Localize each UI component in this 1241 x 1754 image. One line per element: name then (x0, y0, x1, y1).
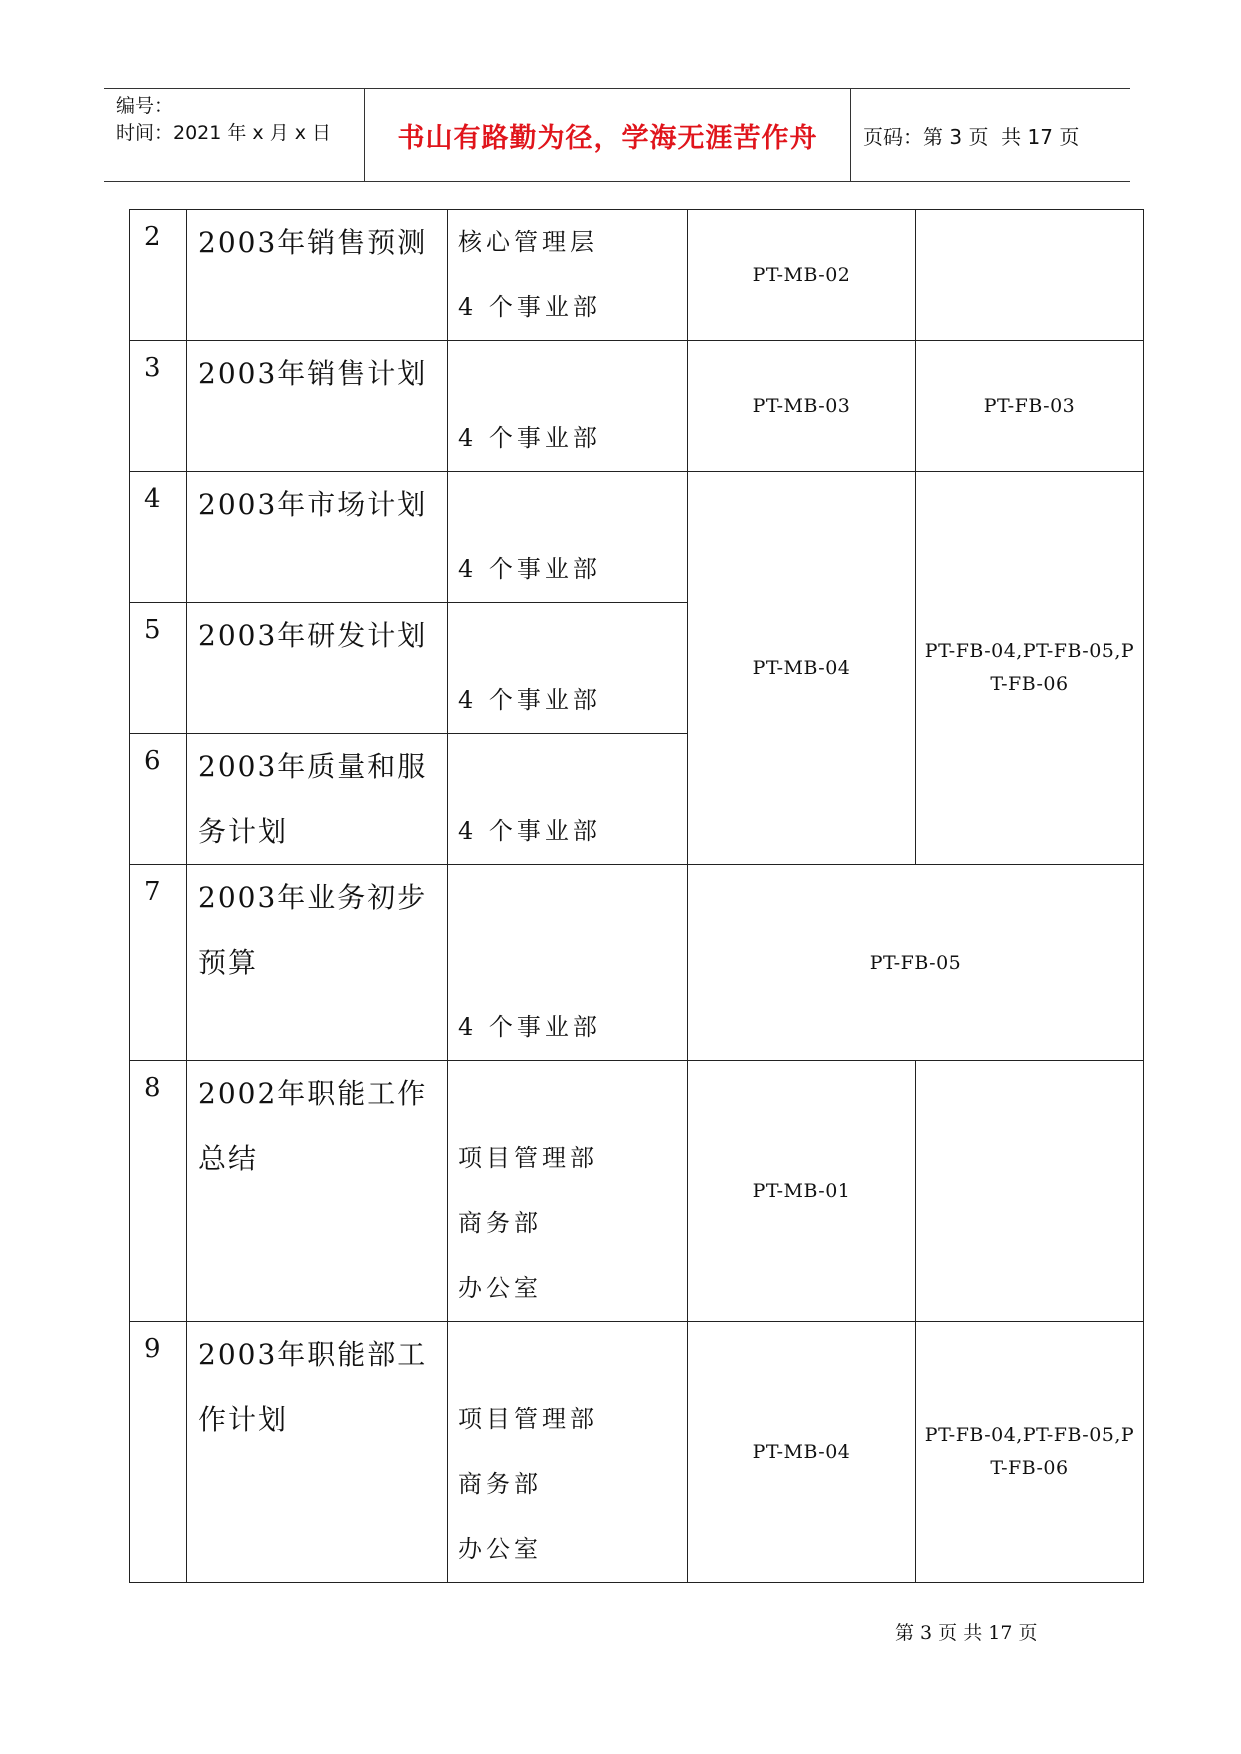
dept-line: 项目管理部 (458, 1144, 598, 1172)
table-row (130, 341, 1144, 472)
dept-line: 核心管理层 (458, 228, 598, 256)
row-number: 3 (130, 341, 187, 472)
row-number: 4 (130, 472, 187, 603)
fb-code-text: PT-FB-04,PT-FB-05,PT-FB-06 (924, 640, 1135, 695)
row-number: 8 (130, 1061, 187, 1322)
dept-line: 4 个事业部 (458, 817, 601, 845)
item-name: 2003年销售计划 (187, 341, 448, 472)
row-number: 2 (130, 210, 187, 341)
dept-line: 4 个事业部 (458, 293, 601, 321)
dept-line: 4 个事业部 (458, 555, 601, 583)
fb-code: PT-FB-03 (916, 341, 1144, 472)
header-page-number: 页码：第 3 页 共 17 页 (863, 124, 1080, 149)
row-number: 5 (130, 603, 187, 734)
dept-line: 4 个事业部 (458, 1013, 601, 1041)
row-number: 7 (130, 865, 187, 1061)
responsible-dept (448, 603, 688, 734)
dept-line: 商务部 (458, 1470, 542, 1498)
mb-code: PT-MB-02 (688, 210, 916, 341)
item-name: 2003年职能部工作计划 (187, 1322, 448, 1583)
dept-line: 项目管理部 (458, 1405, 598, 1433)
fb-code-text: PT-FB-04,PT-FB-05,PT-FB-06 (924, 1424, 1135, 1479)
fb-code-merged: PT-FB-05 (688, 865, 1144, 1061)
responsible-dept (448, 1061, 688, 1322)
table-row (130, 1061, 1144, 1322)
dept-line (458, 1322, 687, 1387)
item-name: 2003年质量和服务计划 (187, 734, 448, 865)
dept-line: 办公室 (458, 1274, 542, 1302)
fb-code (916, 210, 1144, 341)
header-meta (104, 89, 365, 181)
dept-line: 4 个事业部 (458, 424, 601, 452)
dept-line (458, 1061, 687, 1126)
responsible-dept (448, 734, 688, 865)
responsible-dept (448, 341, 688, 472)
responsible-dept (448, 865, 688, 1061)
row-number: 6 (130, 734, 187, 865)
dept-line (458, 603, 687, 668)
dept-line: 商务部 (458, 1209, 542, 1237)
row-number: 9 (130, 1322, 187, 1583)
responsible-dept (448, 210, 688, 341)
mb-code-merged: PT-MB-04 (688, 472, 916, 865)
dept-line (458, 734, 687, 799)
page-header (104, 88, 1130, 182)
dept-line: 办公室 (458, 1535, 542, 1563)
item-name: 2002年职能工作总结 (187, 1061, 448, 1322)
table-row (130, 210, 1144, 341)
mb-code: PT-MB-04 (688, 1322, 916, 1583)
item-name: 2003年市场计划 (187, 472, 448, 603)
dept-line: 4 个事业部 (458, 686, 601, 714)
dept-line (458, 865, 687, 930)
mb-code: PT-MB-01 (688, 1061, 916, 1322)
document-number: 编号： (116, 95, 174, 117)
dept-line (458, 472, 687, 537)
item-name: 2003年业务初步预算 (187, 865, 448, 1061)
fb-code (916, 1061, 1144, 1322)
table-row (130, 472, 1144, 603)
document-time: 时间：2021 年 x 月 x 日 (116, 122, 332, 144)
header-motto: 书山有路勤为径，学海无涯苦作舟 (365, 89, 851, 181)
item-name: 2003年研发计划 (187, 603, 448, 734)
dept-line (458, 341, 687, 406)
responsible-dept (448, 472, 688, 603)
table-row (130, 865, 1144, 1061)
item-name: 2003年销售预测 (187, 210, 448, 341)
responsible-dept (448, 1322, 688, 1583)
footer-page-number: 第 3 页 共 17 页 (895, 1622, 1038, 1644)
fb-code (916, 1322, 1144, 1583)
plan-table (129, 209, 1144, 1583)
fb-code-merged (916, 472, 1144, 865)
dept-line (458, 930, 687, 995)
mb-code: PT-MB-03 (688, 341, 916, 472)
table-row (130, 1322, 1144, 1583)
